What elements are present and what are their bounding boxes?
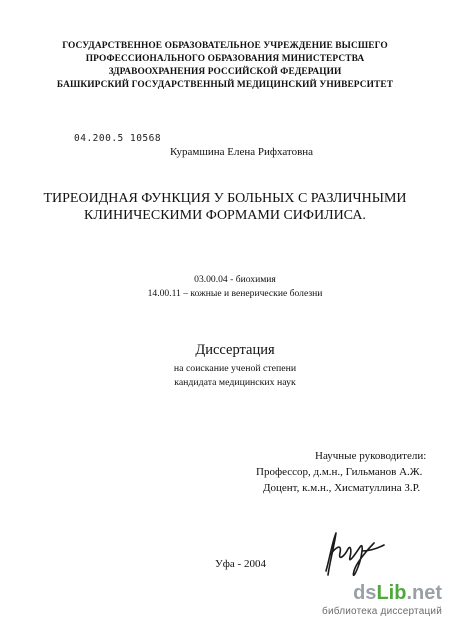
dslib-watermark (320, 580, 450, 624)
watermark-subtitle: библиотека диссертаций (322, 606, 442, 617)
institution-line: ГОСУДАРСТВЕННОЕ ОБРАЗОВАТЕЛЬНОЕ УЧРЕЖДЕНИЕ ВЫСШЕГО (62, 41, 388, 51)
specialty-line: 03.00.04 - биохимия (194, 274, 276, 285)
degree-line: кандидата медицинских наук (174, 377, 296, 388)
watermark-logo-part: .net (406, 582, 442, 604)
library-stamp: 04.200.5 10568 (74, 133, 162, 144)
supervisor-line: Доцент, к.м.н., Хисматуллина З.Р. (263, 482, 421, 494)
specialty-codes (0, 273, 450, 301)
institution-line: БАШКИРСКИЙ ГОСУДАРСТВЕННЫЙ МЕДИЦИНСКИЙ УНИВЕРСИТЕТ (56, 80, 394, 90)
author-name: Курамшина Елена Рифхатовна (170, 146, 314, 158)
watermark-logo-part: Lib (376, 582, 407, 604)
place-and-year: Уфа - 2004 (215, 558, 266, 570)
degree-sought (0, 362, 450, 390)
dissertation-title (0, 190, 450, 224)
watermark-logo-part: ds (353, 582, 377, 604)
title-line: КЛИНИЧЕСКИМИ ФОРМАМИ СИФИЛИСА. (84, 208, 366, 223)
institution-line: ПРОФЕССИОНАЛЬНОГО ОБРАЗОВАНИЯ МИНИСТЕРСТВА (85, 54, 365, 64)
degree-line: на соискание ученой степени (173, 363, 297, 374)
title-line: ТИРЕОИДНАЯ ФУНКЦИЯ У БОЛЬНЫХ С РАЗЛИЧНЫМИ (43, 191, 407, 206)
document-type: Диссертация (195, 342, 275, 358)
supervisors-heading: Научные руководители: (315, 450, 427, 462)
handwritten-signature (322, 527, 392, 581)
specialty-line: 14.00.11 – кожные и венерические болезни (147, 288, 323, 299)
institution-header (0, 40, 450, 92)
institution-line: ЗДРАВООХРАНЕНИЯ РОССИЙСКОЙ ФЕДЕРАЦИИ (108, 67, 342, 77)
watermark-logo (353, 582, 442, 605)
supervisor-line: Профессор, д.м.н., Гильманов А.Ж. (256, 466, 423, 478)
